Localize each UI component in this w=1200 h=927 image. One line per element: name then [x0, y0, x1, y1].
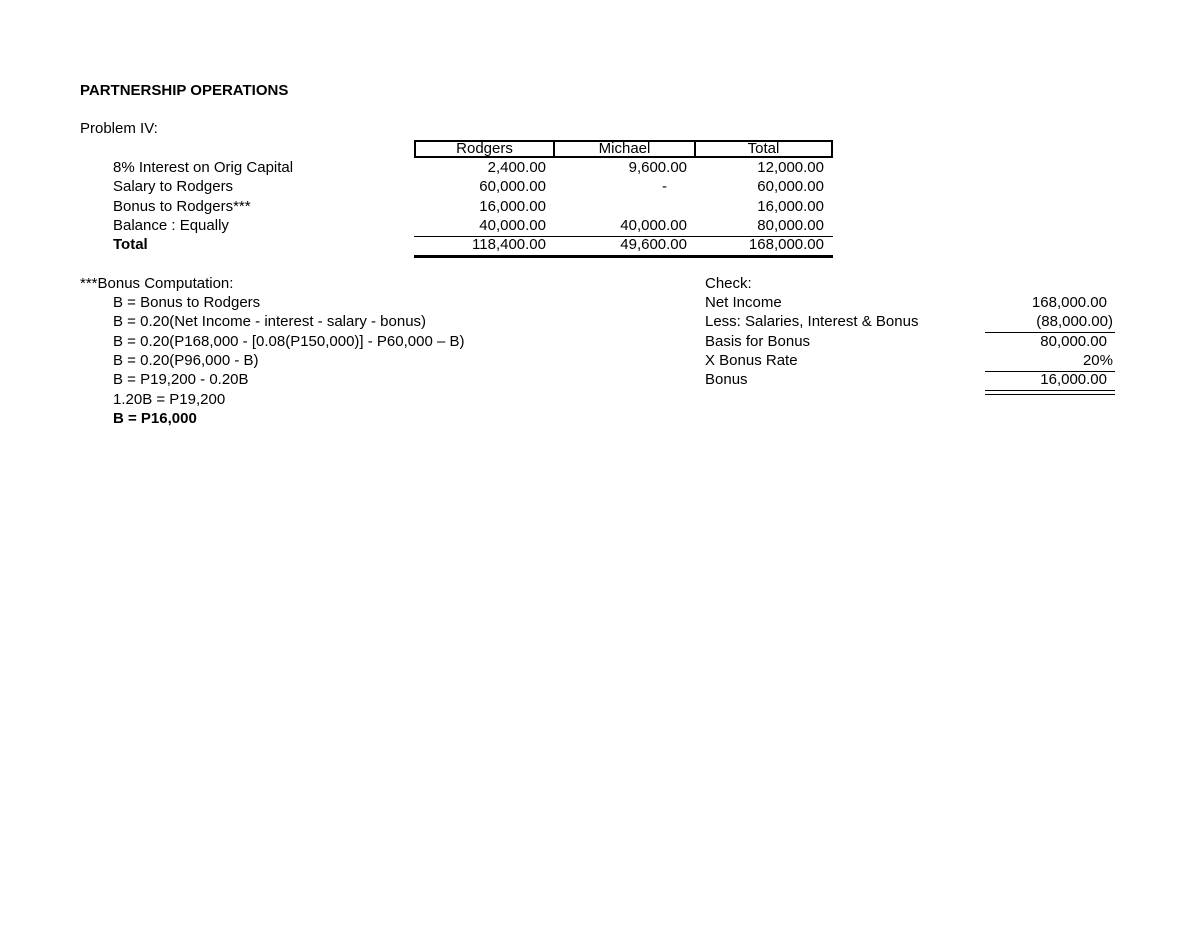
check-double-rule-bottom	[985, 394, 1115, 395]
computation-line: B = 0.20(Net Income - interest - salary - bonus)	[113, 313, 427, 330]
check-label: Basis for Bonus	[705, 333, 811, 350]
computation-line: 1.20B = P19,200	[113, 391, 226, 408]
check-value: 80,000.00	[1040, 333, 1107, 350]
check-value: 20%	[1082, 352, 1113, 369]
rodgers-value: 16,000.00	[479, 198, 546, 215]
check-double-rule-top	[985, 390, 1115, 391]
check-label: X Bonus Rate	[705, 352, 798, 369]
total-value: 12,000.00	[757, 159, 824, 176]
check-value: 168,000.00	[1031, 294, 1107, 311]
rodgers-value: 2,400.00	[487, 159, 546, 176]
total-value: 80,000.00	[757, 217, 824, 234]
rodgers-value: 40,000.00	[479, 217, 546, 234]
column-header-total: Total	[747, 140, 780, 157]
computation-result: B = P16,000	[113, 410, 197, 427]
check-heading: Check:	[705, 275, 752, 292]
michael-value: 9,600.00	[628, 159, 687, 176]
computation-line: B = P19,200 - 0.20B	[113, 371, 249, 388]
bonus-computation-heading: ***Bonus Computation:	[80, 275, 234, 292]
michael-value: 40,000.00	[620, 217, 687, 234]
total-value: 16,000.00	[757, 198, 824, 215]
michael-total-value: 49,600.00	[620, 236, 687, 253]
computation-line: B = 0.20(P96,000 - B)	[113, 352, 259, 369]
check-label: Net Income	[705, 294, 782, 311]
computation-line: B = 0.20(P168,000 - [0.08(P150,000)] - P60,000 – B)	[113, 333, 465, 350]
rodgers-value: 60,000.00	[479, 178, 546, 195]
problem-label: Problem IV:	[80, 120, 158, 137]
column-header-michael: Michael	[598, 140, 651, 157]
page-title: PARTNERSHIP OPERATIONS	[80, 82, 289, 99]
row-label: Salary to Rodgers	[113, 178, 234, 195]
rodgers-total-value: 118,400.00	[472, 236, 546, 253]
row-label: 8% Interest on Orig Capital	[113, 159, 294, 176]
computation-line: B = Bonus to Rodgers	[113, 294, 261, 311]
michael-value: -	[662, 178, 667, 195]
row-label: Bonus to Rodgers***	[113, 198, 251, 215]
column-header-rodgers: Rodgers	[456, 140, 513, 157]
check-value: 16,000.00	[1040, 371, 1107, 388]
row-label: Balance : Equally	[113, 217, 229, 234]
grand-total-value: 168,000.00	[748, 236, 824, 253]
total-value: 60,000.00	[757, 178, 824, 195]
total-double-rule	[414, 255, 833, 258]
check-label: Bonus	[705, 371, 748, 388]
check-label: Less: Salaries, Interest & Bonus	[705, 313, 919, 330]
total-row-label: Total	[113, 236, 148, 253]
check-value: (88,000.00)	[1036, 313, 1113, 330]
